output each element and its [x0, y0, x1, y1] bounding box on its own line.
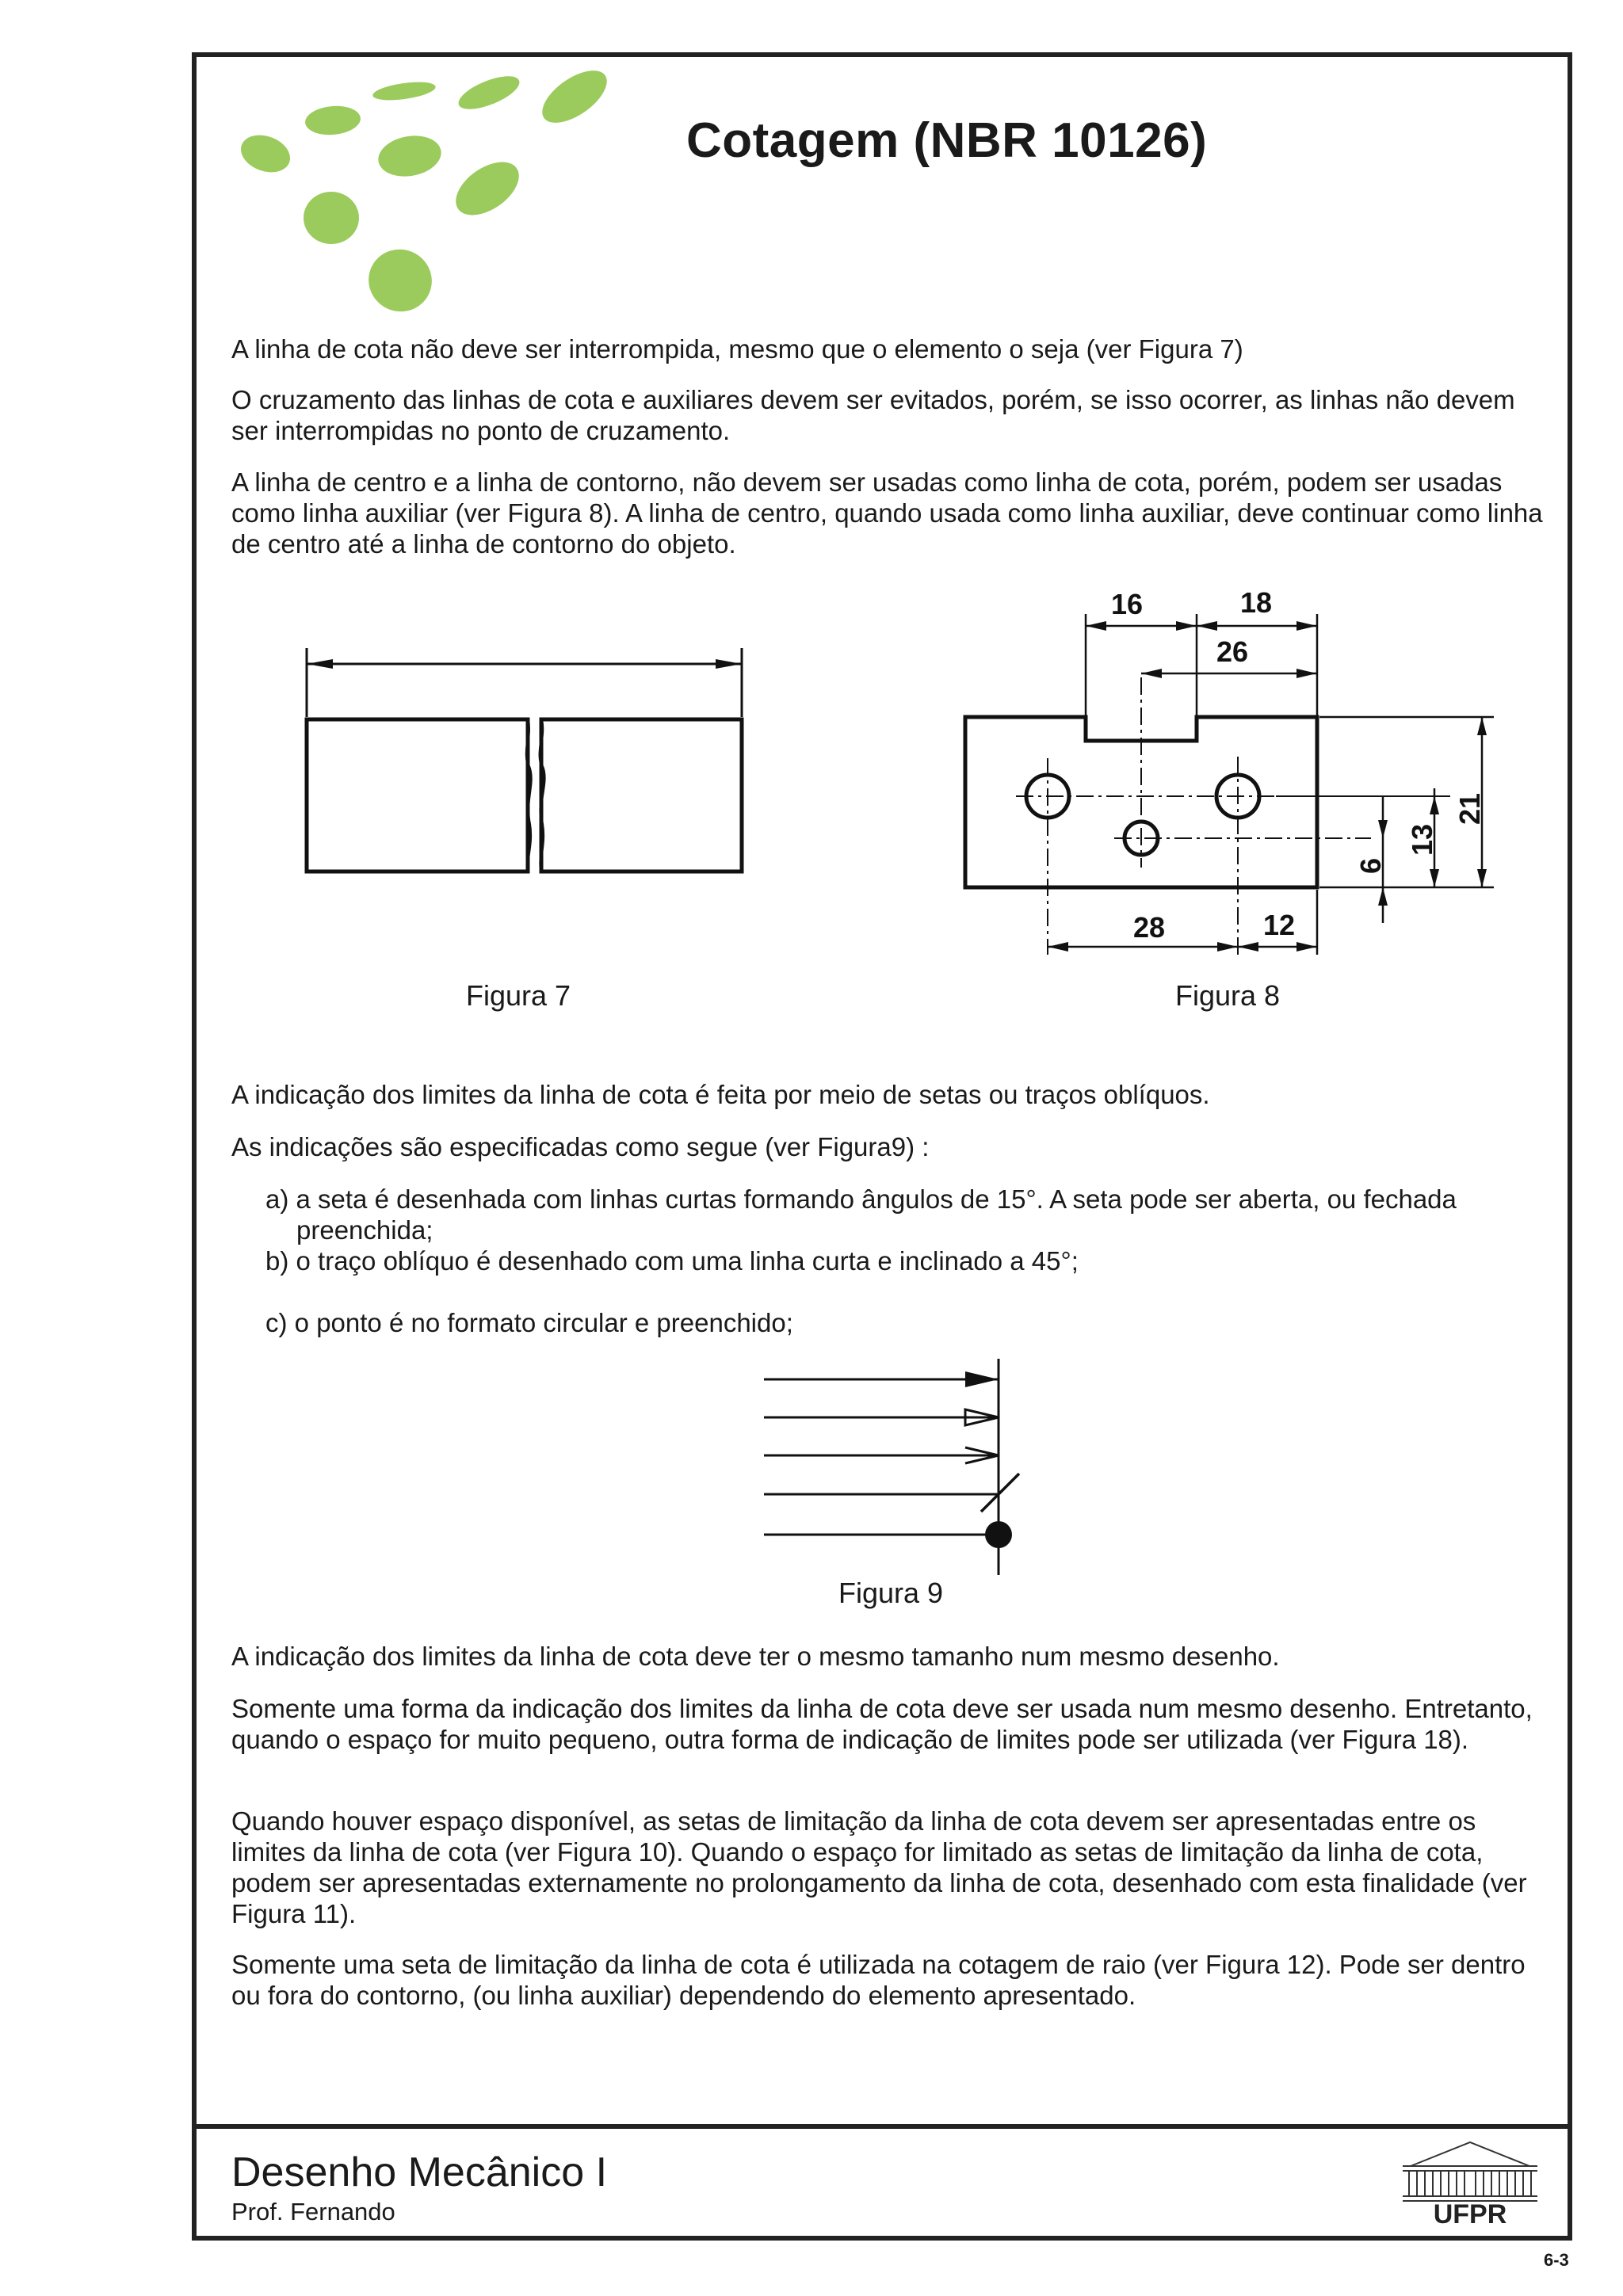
paragraph-2: O cruzamento das linhas de cota e auxiliares devem ser evitados, porém, se isso ocorrer, as linhas não devem ser interrompidas no ponto de cruzamento. [231, 385, 1515, 445]
paragraph-1: A linha de cota não deve ser interrompida, mesmo que o elemento o seja (ver Figura 7) [231, 334, 1243, 364]
list-item-c [265, 1307, 1533, 1338]
list-text: o ponto é no formato circular e preenchido; [294, 1308, 793, 1337]
paragraph-6: A indicação dos limites da linha de cota deve ter o mesmo tamanho num mesmo desenho. [231, 1642, 1280, 1671]
professor-name: Prof. Fernando [231, 2198, 395, 2225]
dim-6: 6 [1354, 857, 1387, 875]
list-item-b [265, 1245, 1533, 1276]
paragraph-4: A indicação dos limites da linha de cota é feita por meio de setas ou traços oblíquos. [231, 1080, 1210, 1109]
dim-28: 28 [1132, 911, 1166, 944]
dim-16: 16 [1110, 588, 1144, 620]
list-label: b) [265, 1246, 289, 1276]
list-text: a seta é desenhada com linhas curtas formando ângulos de 15°. A seta pode ser aberta, ou fechada [296, 1184, 1457, 1214]
course-title: Desenho Mecânico I [231, 2149, 608, 2195]
dim-13: 13 [1406, 823, 1438, 856]
list-text: o traço oblíquo é desenhado com uma linha curta e inclinado a 45°; [296, 1246, 1079, 1276]
figure-9-drawing [761, 1355, 1030, 1585]
figure-9-caption: Figura 9 [838, 1577, 944, 1609]
list-item-a [265, 1184, 1533, 1245]
list-continuation: preenchida; [296, 1215, 433, 1245]
figure-8-caption: Figura 8 [1175, 979, 1281, 1012]
paragraph-7: Somente uma forma da indicação dos limites da linha de cota deve ser usada num mesmo desenho. Entretanto, quando o espaço for muito pequeno, outra forma de indicação de limites pode ser utilizada (ver Figura 18). [231, 1694, 1533, 1754]
dim-21: 21 [1453, 792, 1486, 826]
paragraph-5: As indicações são especificadas como segue (ver Figura9) : [231, 1132, 930, 1161]
dim-26: 26 [1216, 635, 1249, 668]
ufpr-logo [1395, 2136, 1545, 2227]
dim-12: 12 [1262, 909, 1296, 941]
list-label: c) [265, 1308, 288, 1337]
figure-7-caption: Figura 7 [466, 979, 571, 1012]
page-title: Cotagem (NBR 10126) [686, 113, 1208, 168]
figure-8-drawing [959, 582, 1506, 963]
figure-7-drawing [293, 642, 753, 887]
list-label: a) [265, 1184, 289, 1214]
paragraph-8: Quando houver espaço disponível, as setas de limitação da linha de cota devem ser apresentadas entre os limites da linha de cota (ver Figura 10). Quando o espaço for limitado as setas de limitação da linha de cota, podem ser apresentadas externamente no prolongamento da linha de cota, desenhado com esta finalidade (ver Figura 11). [231, 1806, 1527, 1928]
paragraph-3: A linha de centro e a linha de contorno, não devem ser usadas como linha de cota, porém, podem ser usadas como linha auxiliar (ver Figura 8). A linha de centro, quando usada como linha auxiliar, deve continuar como linha de centro até a linha de contorno do objeto. [231, 467, 1543, 559]
dim-18: 18 [1239, 586, 1273, 619]
footer-divider [192, 2124, 1572, 2129]
ufpr-logo-text: UFPR [1433, 2199, 1507, 2229]
decorative-dots [234, 67, 630, 321]
paragraph-9: Somente uma seta de limitação da linha de cota é utilizada na cotagem de raio (ver Figura 12). Pode ser dentro ou fora do contorno, (ou linha auxiliar) dependendo do elemento apresentado. [231, 1950, 1526, 2010]
page-number: 6-3 [1544, 2250, 1569, 2270]
